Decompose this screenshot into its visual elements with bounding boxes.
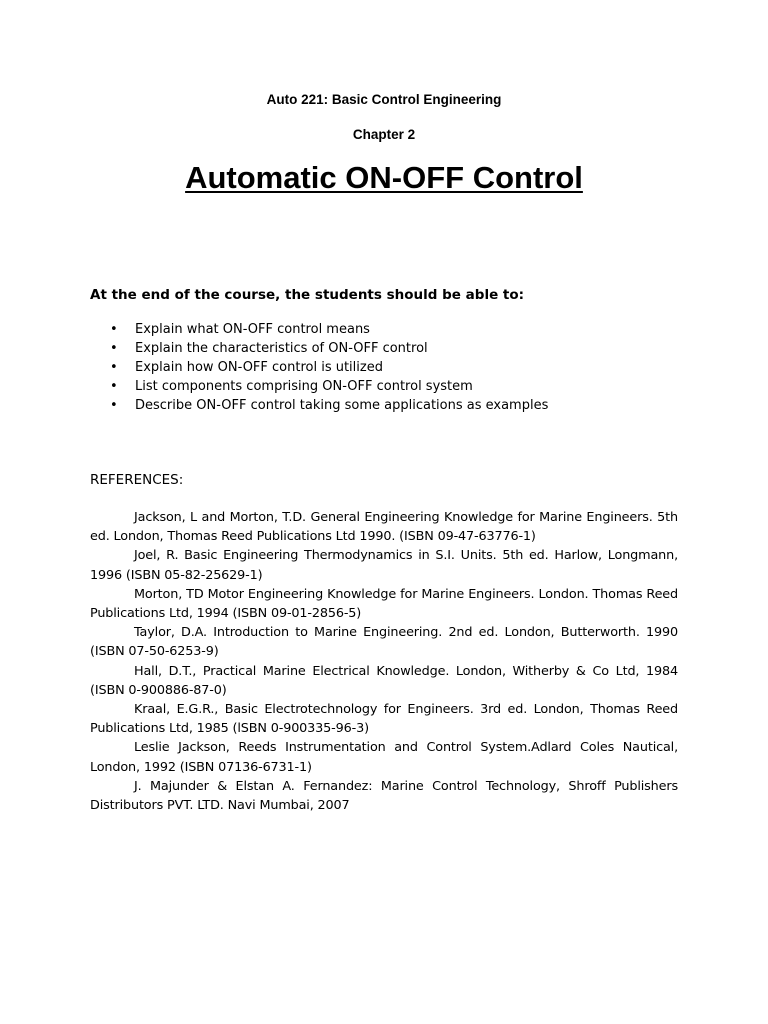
course-title: Auto 221: Basic Control Engineering: [266, 92, 502, 107]
list-item-text: Explain the characteristics of ON-OFF control: [135, 341, 428, 356]
list-item-text: Describe ON-OFF control taking some applications as examples: [135, 398, 549, 413]
bullet-icon: •: [110, 398, 118, 413]
list-item-text: Explain what ON-OFF control means: [135, 322, 370, 337]
list-item: [110, 320, 548, 339]
reference-entry: Kraal, E.G.R., Basic Electrotechnology for Engineers. 3rd ed. London, Thomas Reed Publications Ltd, 1985 (lSBN 0-900335-96-3): [90, 702, 678, 737]
list-item-text: List components comprising ON-OFF control system: [135, 379, 473, 394]
reference-entry: Morton, TD Motor Engineering Knowledge for Marine Engineers. London. Thomas Reed Publications Ltd, 1994 (ISBN 09-01-2856-5): [90, 586, 678, 622]
chapter-label: Chapter 2: [352, 127, 416, 142]
bullet-icon: •: [110, 360, 118, 375]
list-item: [110, 396, 548, 415]
reference-entry: Taylor, D.A. Introduction to Marine Engineering. 2nd ed. London, Butterworth. 1990 (ISBN 07-50-6253-9): [90, 625, 678, 660]
reference-entry: J. Majunder & Elstan A. Fernandez: Marine Control Technology, Shroff Publishers Distributors PVT. LTD. Navi Mumbai, 2007: [90, 778, 678, 814]
references-heading: REFERENCES:: [90, 472, 184, 488]
references-list: [90, 508, 678, 815]
list-item: [110, 339, 548, 358]
page-title: Automatic ON-OFF Control: [185, 160, 583, 195]
objectives-heading: At the end of the course, the students should be able to:: [90, 287, 525, 303]
reference-entry: Hall, D.T., Practical Marine Electrical Knowledge. London, Witherby & Co Ltd, 1984 (ISBN 0-900886-87-0): [90, 663, 678, 698]
list-item: [110, 377, 548, 396]
bullet-icon: •: [110, 322, 118, 337]
list-item-text: Explain how ON-OFF control is utilized: [135, 360, 383, 375]
reference-entry: Jackson, L and Morton, T.D. General Engineering Knowledge for Marine Engineers. 5th ed. London, Thomas Reed Publications Ltd 1990. (ISBN 09-47-63776-1): [90, 510, 678, 545]
objectives-list: [110, 320, 548, 415]
bullet-icon: •: [110, 341, 118, 356]
bullet-icon: •: [110, 379, 118, 394]
reference-entry: Joel, R. Basic Engineering Thermodynamics in S.I. Units. 5th ed. Harlow, Longmann, 1996 (ISBN 05-82-25629-1): [90, 548, 678, 583]
reference-entry: Leslie Jackson, Reeds Instrumentation and Control System.Adlard Coles Nautical, London, 1992 (ISBN 07136-6731-1): [90, 740, 678, 775]
list-item: [110, 358, 548, 377]
